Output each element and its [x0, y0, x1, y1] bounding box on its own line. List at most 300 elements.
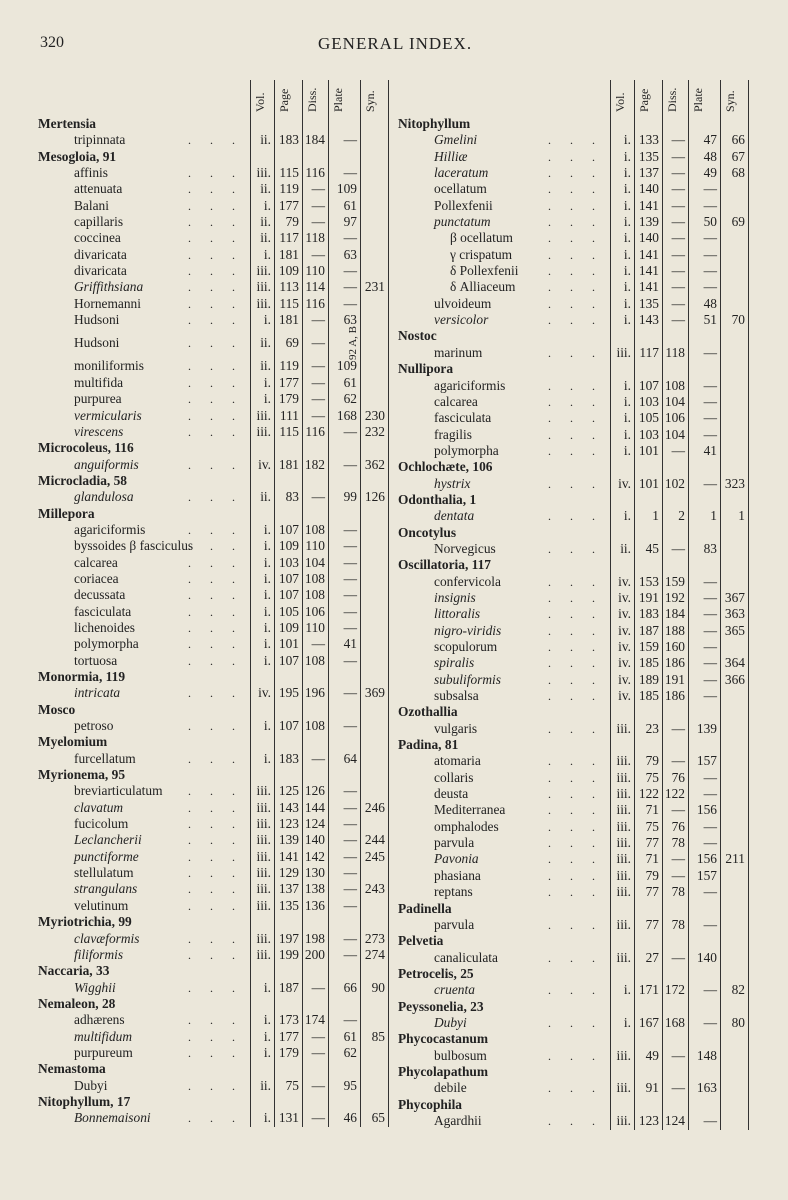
- syn-cell: 82: [731, 982, 745, 998]
- volume-cell: iii.: [256, 799, 271, 815]
- volume-cell: iii.: [256, 930, 271, 946]
- diss-cell: 76: [671, 818, 685, 834]
- leader-dots: . . .: [548, 345, 603, 360]
- leader-dots: . . .: [188, 375, 243, 390]
- diss-cell: 118: [665, 344, 685, 360]
- species-entry: [38, 898, 390, 914]
- leader-dots: . . .: [548, 1015, 603, 1030]
- plate-cell: —: [343, 295, 357, 311]
- entry-name: Gmelini: [434, 132, 478, 148]
- plate-cell: —: [343, 652, 357, 668]
- entry-name: agariciformis: [74, 521, 146, 537]
- volume-cell: iv.: [618, 475, 631, 491]
- plate-cell: 168: [336, 407, 357, 423]
- entry-name: punctatum: [434, 214, 491, 230]
- page-cell: 143: [278, 799, 299, 815]
- plate-cell: 62: [343, 391, 357, 407]
- plate-cell: —: [703, 393, 717, 409]
- diss-cell: —: [311, 374, 325, 390]
- page-cell: 141: [638, 197, 659, 213]
- entry-name: Nostoc: [398, 328, 437, 344]
- diss-cell: —: [311, 246, 325, 262]
- page-cell: 77: [645, 884, 659, 900]
- entry-name: multifida: [74, 374, 124, 390]
- entry-name: Petrocelis, 25: [398, 965, 474, 981]
- entry-name: Phycocastanum: [398, 1031, 489, 1047]
- plate-cell: —: [343, 799, 357, 815]
- genus-heading: [38, 440, 390, 456]
- plate-cell: 156: [696, 851, 717, 867]
- entry-name: Nemaleon, 28: [38, 995, 116, 1011]
- page-cell: 187: [278, 979, 299, 995]
- page-cell: 123: [638, 1112, 659, 1128]
- diss-cell: —: [311, 1028, 325, 1044]
- entry-name: coccinea: [74, 230, 121, 246]
- plate-cell: 1: [710, 508, 717, 524]
- species-entry: [38, 947, 390, 963]
- diss-cell: —: [311, 335, 325, 351]
- leader-dots: . . .: [548, 950, 603, 965]
- leader-dots: . . .: [188, 866, 243, 881]
- column-rule: [302, 80, 303, 1127]
- species-entry: [398, 132, 750, 148]
- plate-cell: 41: [703, 442, 717, 458]
- species-entry: [38, 132, 390, 148]
- leader-dots: . . .: [188, 490, 243, 505]
- entry-name: Millepora: [38, 505, 95, 521]
- entry-name: Pelvetia: [398, 933, 444, 949]
- leader-dots: . . .: [188, 133, 243, 148]
- entry-name: filiformis: [74, 946, 124, 962]
- column-rule: [360, 80, 361, 1127]
- leader-dots: . . .: [188, 555, 243, 570]
- entry-name: velutinum: [74, 897, 129, 913]
- plate-cell: —: [703, 426, 717, 442]
- leader-dots: . . .: [188, 408, 243, 423]
- diss-cell: 110: [305, 263, 325, 279]
- genus-heading: [38, 669, 390, 685]
- column-header: Plate: [331, 88, 345, 112]
- column-header: Vol.: [253, 92, 267, 112]
- column-headers: [38, 80, 390, 116]
- volume-cell: i.: [263, 619, 271, 635]
- diss-cell: 104: [664, 426, 685, 442]
- entry-name: Oncotylus: [398, 524, 457, 540]
- plate-cell: 97: [343, 214, 357, 230]
- leader-dots: . . .: [188, 784, 243, 799]
- species-entry: [398, 672, 750, 688]
- leader-dots: . . .: [188, 1013, 243, 1028]
- genus-heading: [38, 702, 390, 718]
- page-cell: 103: [638, 426, 659, 442]
- volume-cell: iv.: [618, 688, 631, 704]
- entry-name: deusta: [434, 786, 469, 802]
- plate-cell: —: [703, 279, 717, 295]
- entry-name: atomaria: [434, 753, 481, 769]
- entry-name: breviarticulatum: [74, 783, 163, 799]
- species-entry: [38, 800, 390, 816]
- page-cell: 23: [645, 720, 659, 736]
- species-entry: [38, 489, 390, 505]
- diss-cell: 124: [304, 816, 325, 832]
- entry-name: collaris: [434, 769, 474, 785]
- species-entry: [38, 296, 390, 312]
- species-entry: [398, 753, 750, 769]
- leader-dots: . . .: [188, 182, 243, 197]
- entry-name: subuliformis: [434, 671, 501, 687]
- entry-name: Mesogloia, 91: [38, 148, 117, 164]
- column-header: Syn.: [723, 90, 737, 112]
- volume-cell: iii.: [256, 832, 271, 848]
- diss-cell: 192: [664, 589, 685, 605]
- page-cell: 107: [278, 652, 299, 668]
- entry-name: Mediterranea: [434, 802, 506, 818]
- species-entry: [398, 312, 750, 328]
- entry-name: Dubyi: [74, 1077, 108, 1093]
- leader-dots: . . .: [188, 833, 243, 848]
- volume-cell: i.: [263, 587, 271, 603]
- entry-name: Mertensia: [38, 116, 97, 131]
- entry-name: Balani: [74, 197, 109, 213]
- syn-cell: 362: [364, 456, 385, 472]
- syn-cell: 68: [731, 165, 745, 181]
- genus-heading: [398, 1064, 750, 1080]
- page-cell: 153: [638, 573, 659, 589]
- diss-cell: 160: [664, 639, 685, 654]
- plate-cell: —: [703, 181, 717, 197]
- volume-cell: iii.: [256, 263, 271, 279]
- leader-dots: . . .: [188, 800, 243, 815]
- leader-dots: . . .: [548, 607, 603, 622]
- page-cell: 117: [639, 344, 659, 360]
- page-cell: 79: [285, 214, 299, 230]
- leader-dots: . . .: [548, 983, 603, 998]
- genus-heading: [38, 996, 390, 1012]
- page-cell: 141: [638, 246, 659, 262]
- species-entry: [398, 1048, 750, 1064]
- volume-cell: iii.: [256, 897, 271, 913]
- leader-dots: . . .: [548, 836, 603, 851]
- diss-cell: 110: [305, 538, 325, 554]
- syn-cell: 69: [731, 214, 745, 230]
- species-entry: [398, 296, 750, 312]
- volume-cell: i.: [623, 246, 631, 262]
- species-entry: [398, 819, 750, 835]
- leader-dots: . . .: [188, 849, 243, 864]
- species-entry: [38, 165, 390, 181]
- diss-cell: 76: [671, 769, 685, 785]
- syn-cell: 246: [364, 799, 385, 815]
- page-cell: 135: [278, 897, 299, 913]
- leader-dots: . . .: [548, 411, 603, 426]
- leader-dots: . . .: [548, 689, 603, 704]
- volume-cell: i.: [623, 426, 631, 442]
- volume-cell: iii.: [256, 279, 271, 295]
- leader-dots: . . .: [188, 637, 243, 652]
- diss-cell: 184: [664, 606, 685, 622]
- plate-cell: —: [343, 816, 357, 832]
- entry-name: phasiana: [434, 867, 481, 883]
- volume-cell: iii.: [256, 946, 271, 962]
- leader-dots: . . .: [548, 313, 603, 328]
- diss-cell: —: [671, 720, 685, 736]
- leader-dots: . . .: [188, 686, 243, 701]
- plate-cell: —: [703, 475, 717, 491]
- volume-cell: i.: [263, 652, 271, 668]
- plate-cell: —: [703, 769, 717, 785]
- diss-cell: —: [311, 391, 325, 407]
- page-cell: 183: [638, 606, 659, 622]
- volume-cell: i.: [263, 570, 271, 586]
- diss-cell: —: [671, 442, 685, 458]
- page-number: 320: [40, 34, 64, 51]
- plate-cell: —: [343, 456, 357, 472]
- genus-heading: [398, 361, 750, 377]
- plate-cell: —: [343, 1012, 357, 1028]
- plate-cell: 50: [703, 214, 717, 230]
- syn-cell: 230: [364, 407, 385, 423]
- species-entry: [38, 263, 390, 279]
- diss-cell: 116: [305, 423, 325, 439]
- volume-cell: iv.: [618, 622, 631, 638]
- entry-name: calcarea: [74, 554, 118, 570]
- plate-cell: 61: [343, 374, 357, 390]
- page-cell: 83: [285, 489, 299, 505]
- species-entry: [38, 783, 390, 799]
- leader-dots: . . .: [548, 182, 603, 197]
- right-column: [398, 80, 750, 1129]
- species-entry: [38, 604, 390, 620]
- diss-cell: —: [671, 148, 685, 164]
- plate-cell: 156: [696, 802, 717, 818]
- diss-cell: —: [311, 750, 325, 766]
- leader-dots: . . .: [188, 359, 243, 374]
- entry-name: littoralis: [434, 606, 481, 622]
- page-cell: 71: [645, 851, 659, 867]
- column-rule: [634, 80, 635, 1130]
- volume-cell: iii.: [616, 720, 631, 736]
- diss-cell: 124: [664, 1112, 685, 1128]
- page-cell: 79: [645, 867, 659, 883]
- entry-name: furcellatum: [74, 750, 136, 766]
- page-cell: 71: [645, 802, 659, 818]
- volume-cell: i.: [263, 521, 271, 537]
- diss-cell: 136: [304, 897, 325, 913]
- page-cell: 195: [278, 685, 299, 701]
- entry-name: Leclancherii: [74, 832, 142, 848]
- column-header: Vol.: [613, 92, 627, 112]
- leader-dots: . . .: [188, 817, 243, 832]
- volume-cell: iv.: [618, 671, 631, 687]
- diss-cell: —: [671, 132, 685, 148]
- species-entry: [38, 375, 390, 391]
- species-entry: [398, 590, 750, 606]
- page-cell: 191: [638, 589, 659, 605]
- syn-cell: 367: [724, 589, 745, 605]
- volume-cell: iii.: [616, 1047, 631, 1063]
- genus-heading: [398, 459, 750, 475]
- column-header: Syn.: [363, 90, 377, 112]
- volume-cell: iv.: [258, 456, 271, 472]
- diss-cell: —: [311, 636, 325, 652]
- entry-name: δ Alliaceum: [450, 279, 516, 295]
- diss-cell: 130: [304, 865, 325, 881]
- entry-name: Monormia, 119: [38, 669, 126, 684]
- volume-cell: ii.: [260, 214, 271, 230]
- volume-cell: i.: [263, 197, 271, 213]
- page-cell: 115: [279, 423, 299, 439]
- volume-cell: iii.: [616, 949, 631, 965]
- page-cell: 109: [278, 263, 299, 279]
- page-cell: 185: [638, 655, 659, 671]
- plate-cell: 61: [343, 1028, 357, 1044]
- species-entry: [398, 541, 750, 557]
- volume-cell: iii.: [616, 786, 631, 802]
- page-cell: 187: [638, 622, 659, 638]
- leader-dots: . . .: [188, 620, 243, 635]
- entry-name: intricata: [74, 685, 121, 701]
- diss-cell: 104: [304, 554, 325, 570]
- column-rule: [388, 80, 389, 1127]
- volume-cell: i.: [623, 393, 631, 409]
- plate-cell: 99: [343, 489, 357, 505]
- page-cell: 109: [278, 538, 299, 554]
- species-entry: [398, 443, 750, 459]
- diss-cell: 78: [671, 835, 685, 851]
- species-entry: [38, 522, 390, 538]
- entry-name: Padinella: [398, 900, 452, 916]
- syn-cell: 323: [724, 475, 745, 491]
- species-entry: [38, 571, 390, 587]
- entry-name: Mosco: [38, 701, 76, 717]
- diss-cell: —: [311, 407, 325, 423]
- species-entry: [38, 391, 390, 407]
- leader-dots: . . .: [548, 885, 603, 900]
- entry-name: tortuosa: [74, 652, 118, 668]
- species-entry: [38, 214, 390, 230]
- diss-cell: —: [671, 230, 685, 246]
- plate-cell: —: [343, 263, 357, 279]
- volume-cell: ii.: [260, 335, 271, 351]
- volume-cell: ii.: [260, 1077, 271, 1093]
- diss-cell: 144: [304, 799, 325, 815]
- diss-cell: 78: [671, 916, 685, 932]
- page-cell: 189: [638, 671, 659, 687]
- volume-cell: i.: [263, 1028, 271, 1044]
- plate-cell: —: [343, 132, 357, 148]
- leader-dots: . . .: [188, 1045, 243, 1060]
- page-cell: 1: [652, 508, 659, 524]
- leader-dots: . . .: [188, 198, 243, 213]
- leader-dots: . . .: [548, 264, 603, 279]
- volume-cell: iii.: [616, 802, 631, 818]
- page-cell: 115: [279, 295, 299, 311]
- page-cell: 101: [638, 475, 659, 491]
- diss-cell: 110: [305, 619, 325, 635]
- page-cell: 129: [278, 865, 299, 881]
- page-cell: 135: [638, 295, 659, 311]
- leader-dots: . . .: [188, 898, 243, 913]
- plate-cell: —: [703, 230, 717, 246]
- leader-dots: . . .: [548, 133, 603, 148]
- volume-cell: i.: [623, 197, 631, 213]
- species-entry: [398, 868, 750, 884]
- species-entry: [38, 849, 390, 865]
- volume-cell: i.: [623, 214, 631, 230]
- entry-name: Naccaria, 33: [38, 963, 110, 979]
- diss-cell: —: [311, 312, 325, 328]
- entry-name: Myrionema, 95: [38, 767, 126, 783]
- leader-dots: . . .: [548, 541, 603, 556]
- plate-cell: 92 A, B: [347, 326, 359, 361]
- genus-heading: [38, 914, 390, 930]
- plate-cell: 48: [703, 295, 717, 311]
- page-cell: 45: [645, 540, 659, 556]
- plate-cell: 157: [696, 753, 717, 769]
- plate-cell: —: [343, 538, 357, 554]
- column-rule: [328, 80, 329, 1127]
- species-entry: [398, 198, 750, 214]
- diss-cell: 186: [664, 655, 685, 671]
- leader-dots: . . .: [188, 539, 243, 554]
- leader-dots: . . .: [188, 166, 243, 181]
- leader-dots: . . .: [548, 215, 603, 230]
- volume-cell: iv.: [618, 606, 631, 622]
- diss-cell: 116: [305, 165, 325, 181]
- page-cell: 107: [638, 377, 659, 393]
- column-header: Page: [277, 88, 291, 112]
- species-entry: [398, 165, 750, 181]
- page-cell: 137: [278, 881, 299, 897]
- entry-name: divaricata: [74, 263, 127, 279]
- column-rule: [610, 80, 611, 1130]
- species-entry: [38, 636, 390, 652]
- plate-cell: —: [703, 671, 717, 687]
- page-cell: 140: [638, 230, 659, 246]
- species-entry: [398, 623, 750, 639]
- leader-dots: . . .: [188, 1111, 243, 1126]
- volume-cell: i.: [263, 391, 271, 407]
- diss-cell: —: [311, 358, 325, 374]
- page-cell: 103: [638, 393, 659, 409]
- volume-cell: iii.: [616, 851, 631, 867]
- entry-name: Microcladia, 58: [38, 472, 128, 488]
- plate-cell: —: [703, 818, 717, 834]
- species-entry: [38, 832, 390, 848]
- syn-cell: 1: [738, 508, 745, 524]
- species-entry: [398, 1015, 750, 1031]
- leader-dots: . . .: [188, 571, 243, 586]
- entry-name: Griffithsiana: [74, 279, 144, 295]
- column-rule: [274, 80, 275, 1127]
- entry-name: decussata: [74, 587, 126, 603]
- species-entry: [38, 1045, 390, 1061]
- leader-dots: . . .: [548, 427, 603, 442]
- species-entry: [38, 408, 390, 424]
- volume-cell: ii.: [260, 132, 271, 148]
- species-entry: [398, 345, 750, 361]
- entry-name: multifidum: [74, 1028, 133, 1044]
- entry-name: Norvegicus: [434, 540, 496, 556]
- species-entry: [398, 982, 750, 998]
- entry-name: affinis: [74, 165, 108, 181]
- plate-cell: 163: [696, 1080, 717, 1096]
- diss-cell: 2: [678, 508, 685, 524]
- volume-cell: i.: [263, 750, 271, 766]
- volume-cell: i.: [623, 181, 631, 197]
- syn-cell: 66: [731, 132, 745, 148]
- syn-cell: 80: [731, 1014, 745, 1030]
